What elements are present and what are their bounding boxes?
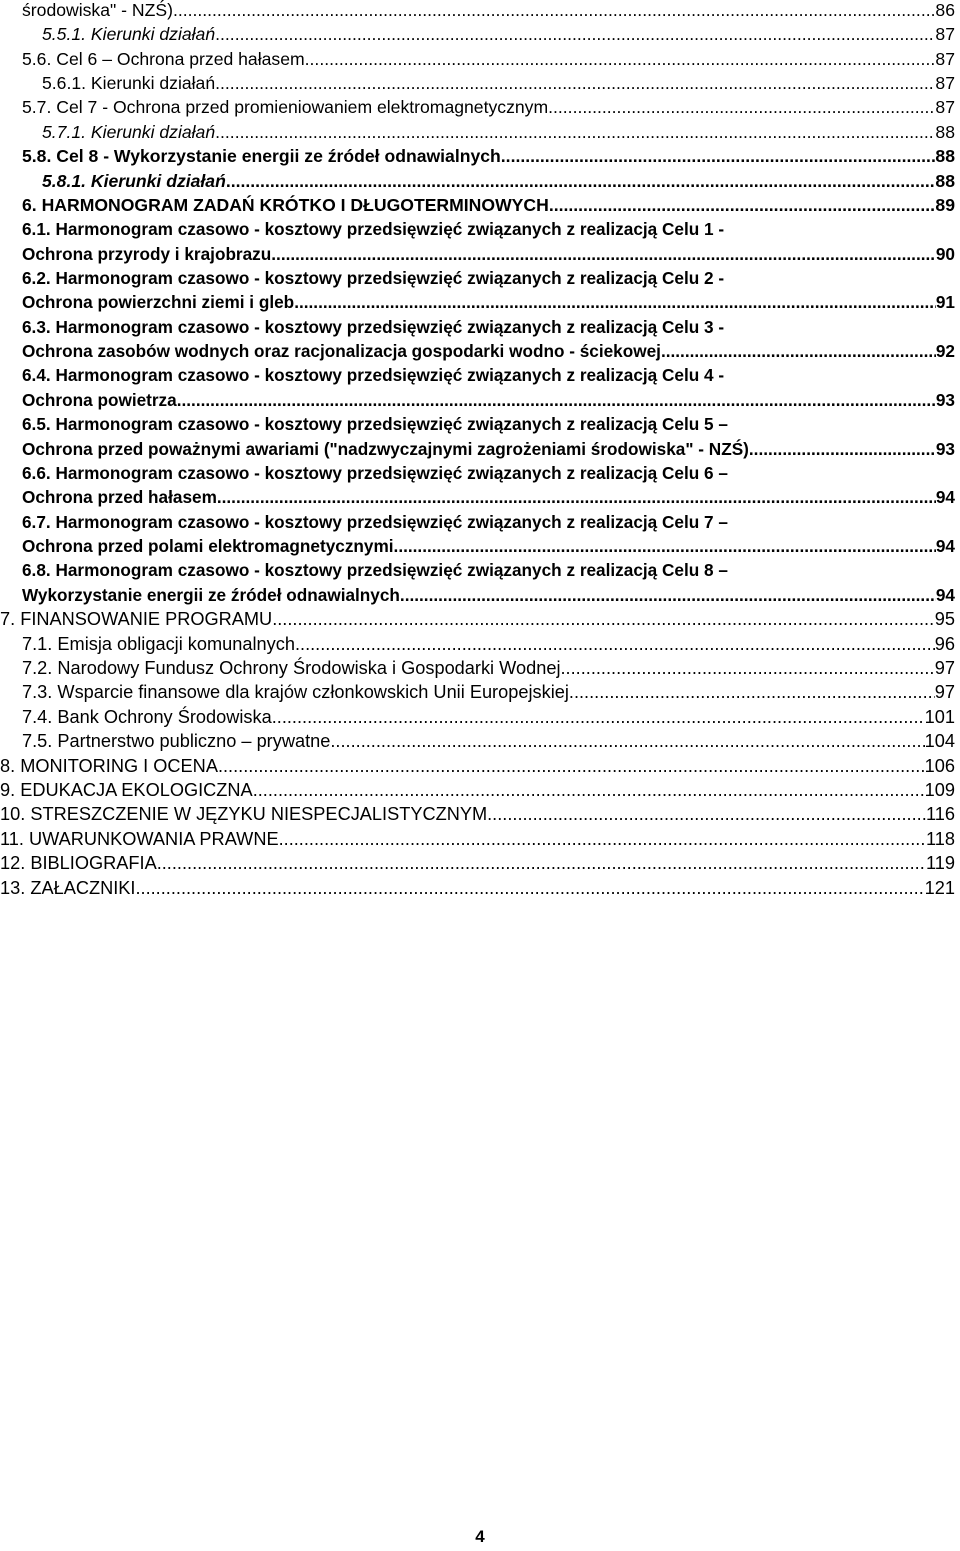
toc-entry-title: FINANSOWANIE PROGRAMU	[20, 609, 273, 629]
toc-entry-page: 118	[926, 829, 955, 849]
dot-leader	[295, 632, 935, 656]
dot-leader	[177, 388, 936, 412]
toc-entry-number: 7.3.	[22, 682, 53, 702]
toc-entry-page: 116	[926, 804, 955, 824]
toc-entry-title: Cel 6 – Ochrona przed hałasem	[56, 49, 305, 69]
toc-entry-page: 95	[934, 609, 955, 629]
toc-entry-title: HARMONOGRAM ZADAŃ KRÓTKO I DŁUGOTERMINOWYCH	[41, 195, 549, 215]
toc-entry-title: Harmonogram czasowo - kosztowy przedsięwzięć związanych z realizacją Celu 3 -	[55, 317, 725, 337]
dot-leader	[330, 729, 924, 753]
toc-entry-title: Kierunki działań	[90, 73, 216, 93]
toc-entry-number: 6.2.	[22, 268, 51, 288]
toc-entry-title: BIBLIOGRAFIA	[30, 853, 157, 873]
toc-entry-page: 88	[935, 122, 955, 142]
toc-entry-number: 7.	[0, 609, 16, 629]
toc-entry-page: 97	[934, 682, 955, 702]
toc-entry-number: 5.8.1.	[42, 171, 87, 191]
toc-entry-number: 6.4.	[22, 365, 51, 385]
toc-entry-title: Harmonogram czasowo - kosztowy przedsięwzięć związanych z realizacją Celu 4 -	[55, 365, 725, 385]
toc-entry-page: 109	[924, 780, 955, 800]
toc-entry-page: 92	[935, 341, 955, 361]
toc-entry-number: 5.5.1.	[42, 24, 87, 44]
toc-entry-page: 97	[934, 658, 955, 678]
dot-leader	[157, 851, 926, 875]
toc-entry-number: 6.3.	[22, 317, 51, 337]
toc-entry-title: Kierunki działań	[90, 24, 216, 44]
toc-entry-page: 88	[935, 146, 955, 166]
toc-entry-number: 6.7.	[22, 512, 51, 532]
toc-entry-page: 87	[935, 24, 955, 44]
toc-entry-title: EDUKACJA EKOLOGICZNA	[20, 780, 253, 800]
toc-entry-page: 119	[926, 853, 955, 873]
toc-entry-number: 9.	[0, 780, 16, 800]
toc-entry-number: 10.	[0, 804, 26, 824]
toc-entry-page: 96	[934, 634, 955, 654]
toc-entry-title: Bank Ochrony Środowiska	[57, 707, 272, 727]
dot-leader	[173, 0, 935, 22]
toc-entry-title-continued: Ochrona zasobów wodnych oraz racjonalizacja gospodarki wodno - ściekowej	[22, 341, 661, 361]
toc-entry-number: 7.4.	[22, 707, 53, 727]
dot-leader	[215, 120, 935, 144]
toc-entry-title: Kierunki działań	[90, 122, 216, 142]
toc-entry-page: 121	[924, 878, 955, 898]
toc-entry-number: 11.	[0, 829, 24, 849]
toc-entry-number: 6.6.	[22, 463, 51, 483]
dot-leader	[215, 22, 935, 46]
toc-entry-title: Narodowy Fundusz Ochrony Środowiska i Gospodarki Wodnej	[57, 658, 561, 678]
dot-leader	[253, 778, 925, 802]
toc-entry-page: 88	[935, 171, 955, 191]
page-number: 4	[475, 1527, 485, 1546]
dot-leader	[215, 71, 935, 95]
dot-leader	[135, 876, 924, 900]
toc-entry-title: Harmonogram czasowo - kosztowy przedsięwzięć związanych z realizacją Celu 8 –	[55, 560, 728, 580]
toc-entry-title: Cel 8 - Wykorzystanie energii ze źródeł odnawialnych	[56, 146, 501, 166]
toc-entry-title: środowiska" - NZŚ)	[22, 0, 173, 20]
toc-entry-page: 93	[935, 390, 955, 410]
dot-leader	[226, 169, 936, 193]
toc-entry-title: Cel 7 - Ochrona przed promieniowaniem elektromagnetycznym	[56, 97, 549, 117]
toc-entry-title-continued: Ochrona powietrza	[22, 390, 177, 410]
toc-entry-title: UWARUNKOWANIA PRAWNE	[29, 829, 279, 849]
toc-entry-title: Harmonogram czasowo - kosztowy przedsięwzięć związanych z realizacją Celu 6 –	[55, 463, 728, 483]
dot-leader	[305, 47, 936, 71]
dot-leader	[400, 583, 936, 607]
toc-entry-title: Kierunki działań	[90, 171, 226, 191]
dot-leader	[569, 680, 935, 704]
toc-entry-title-continued: Wykorzystanie energii ze źródeł odnawialnych	[22, 585, 400, 605]
toc-entry-title: Partnerstwo publiczno – prywatne	[57, 731, 331, 751]
toc-entry-number: 7.5.	[22, 731, 53, 751]
toc-entry-number: 5.8.	[22, 146, 52, 166]
toc-entry-number: 13.	[0, 878, 26, 898]
dot-leader	[272, 607, 935, 631]
toc-entry-title-continued: Ochrona przed poważnymi awariami ("nadzwyczajnymi zagrożeniami środowiska" - NZŚ)	[22, 439, 749, 459]
toc-entry-page: 106	[924, 756, 955, 776]
toc-entry-title: Harmonogram czasowo - kosztowy przedsięwzięć związanych z realizacją Celu 5 –	[55, 414, 728, 434]
toc-entry-title: Wsparcie finansowe dla krajów członkowskich Unii Europejskiej	[57, 682, 569, 702]
dot-leader	[272, 705, 925, 729]
dot-leader	[217, 485, 936, 509]
toc-entry-page: 89	[935, 195, 955, 215]
toc-entry-number: 6.1.	[22, 219, 51, 239]
toc-entry-page: 87	[935, 97, 955, 117]
toc-entry-page: 91	[935, 292, 955, 312]
toc-entry-number: 5.7.1.	[42, 122, 87, 142]
toc-entry-title: Harmonogram czasowo - kosztowy przedsięwzięć związanych z realizacją Celu 7 –	[55, 512, 728, 532]
toc-entry-number: 7.2.	[22, 658, 53, 678]
dot-leader	[394, 534, 936, 558]
toc-entry-page: 87	[935, 73, 955, 93]
dot-leader	[218, 754, 925, 778]
toc-entry-number: 5.6.1.	[42, 73, 87, 93]
toc-entry-title: Harmonogram czasowo - kosztowy przedsięwzięć związanych z realizacją Celu 1 -	[55, 219, 725, 239]
toc-entry-title: Emisja obligacji komunalnych	[57, 634, 295, 654]
toc-entry-title-continued: Ochrona przed polami elektromagnetycznymi	[22, 536, 394, 556]
toc-entry-number: 5.6.	[22, 49, 52, 69]
dot-leader	[549, 193, 936, 217]
toc-entry-number: 12.	[0, 853, 26, 873]
dot-leader	[501, 144, 936, 168]
dot-leader	[279, 827, 926, 851]
toc-entry-title: STRESZCZENIE W JĘZYKU NIESPECJALISTYCZNYM	[30, 804, 488, 824]
toc-entry-number: 6.	[22, 195, 37, 215]
dot-leader	[487, 802, 926, 826]
dot-leader	[561, 656, 935, 680]
toc-entry-page: 93	[935, 439, 955, 459]
dot-leader	[294, 290, 936, 314]
toc-entry-page: 104	[924, 731, 955, 751]
toc-entry-title: Harmonogram czasowo - kosztowy przedsięwzięć związanych z realizacją Celu 2 -	[55, 268, 725, 288]
toc-entry-number: 6.8.	[22, 560, 51, 580]
dot-leader	[548, 95, 935, 119]
toc-entry-title: ZAŁACZNIKI	[30, 878, 136, 898]
dot-leader	[661, 339, 936, 363]
toc-entry-page: 94	[935, 487, 955, 507]
toc-entry-number: 5.7.	[22, 97, 52, 117]
toc-entry-page: 94	[935, 585, 955, 605]
toc-entry-title: MONITORING I OCENA	[20, 756, 218, 776]
toc-entry-number: 6.5.	[22, 414, 51, 434]
toc-entry-page: 90	[935, 244, 955, 264]
toc-entry-page: 86	[935, 0, 955, 20]
toc-entry-title-continued: Ochrona przyrody i krajobrazu	[22, 244, 272, 264]
dot-leader	[749, 437, 936, 461]
dot-leader	[271, 242, 936, 266]
toc-entry-title-continued: Ochrona powierzchni ziemi i gleb	[22, 292, 295, 312]
toc-entry-number: 8.	[0, 756, 16, 776]
toc-entry-page: 101	[924, 707, 955, 727]
toc-entry-number: 7.1.	[22, 634, 53, 654]
toc-entry-page: 94	[935, 536, 955, 556]
toc-entry-title-continued: Ochrona przed hałasem	[22, 487, 217, 507]
toc-entry-page: 87	[935, 49, 955, 69]
